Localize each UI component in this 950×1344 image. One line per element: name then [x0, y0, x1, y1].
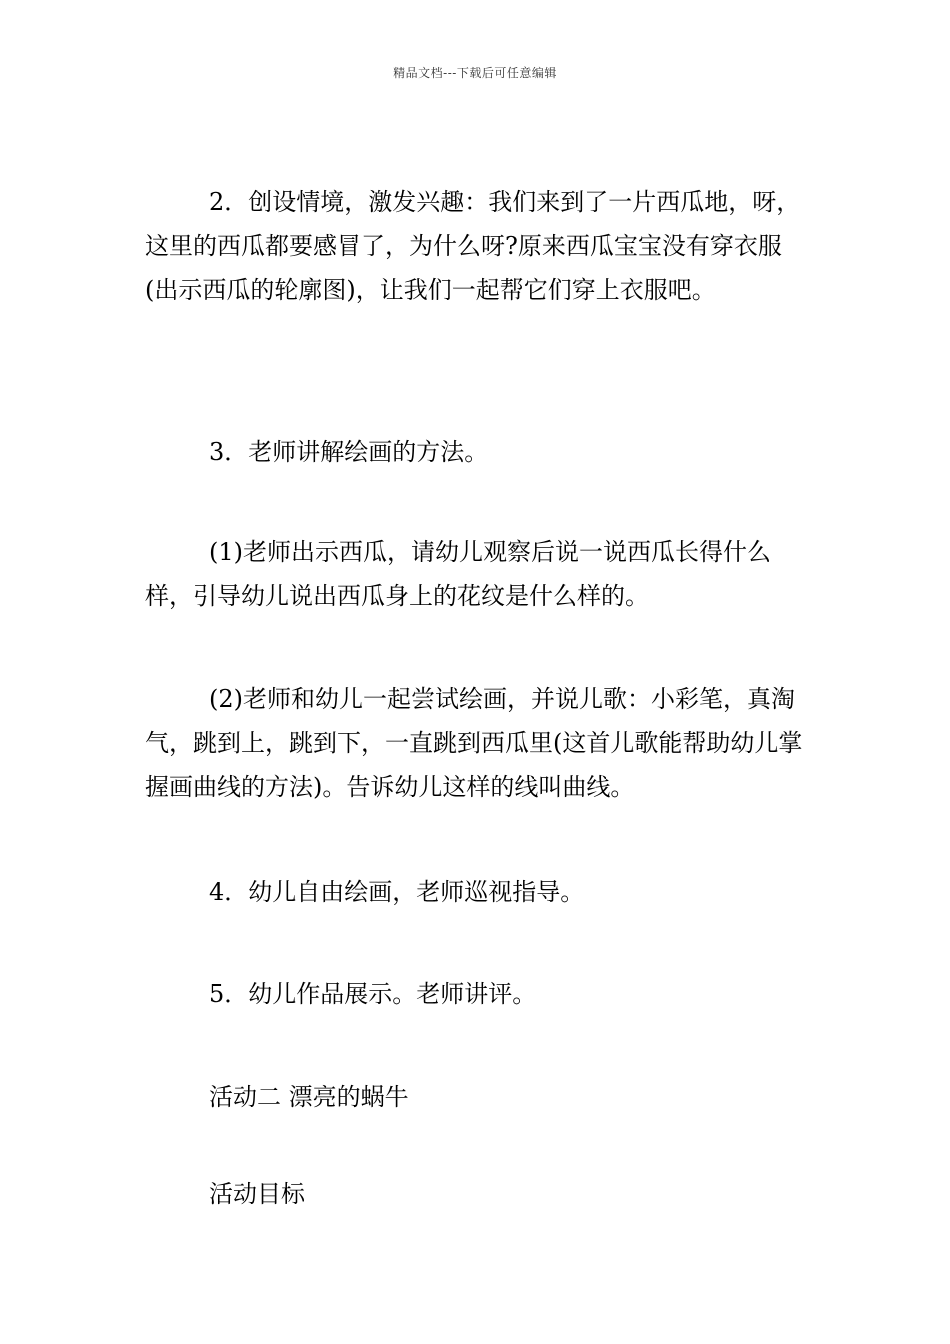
section-heading-objectives: 活动目标: [209, 1180, 305, 1208]
paragraph-step-2: 2．创设情境，激发兴趣：我们来到了一片西瓜地，呀，这里的西瓜都要感冒了，为什么呀?原来西瓜宝宝没有穿衣服(出示西瓜的轮廓图)，让我们一起帮它们穿上衣服吧。: [145, 188, 801, 304]
paragraph-step-4: 4．幼儿自由绘画，老师巡视指导。: [209, 878, 585, 906]
paragraph-substep-1: (1)老师出示西瓜，请幼儿观察后说一说西瓜长得什么样，引导幼儿说出西瓜身上的花纹是什么样的。: [145, 538, 771, 610]
paragraph-step-3: 3．老师讲解绘画的方法。: [209, 438, 489, 466]
section-heading-activity-2: 活动二 漂亮的蜗牛: [209, 1083, 409, 1111]
page-header: 精品文档---下载后可任意编辑: [393, 66, 557, 80]
paragraph-step-5: 5．幼儿作品展示。老师讲评。: [209, 980, 537, 1008]
paragraph-substep-2: (2)老师和幼儿一起尝试绘画，并说儿歌：小彩笔，真淘气，跳到上，跳到下，一直跳到西瓜里(这首儿歌能帮助幼儿掌握画曲线的方法)。告诉幼儿这样的线叫曲线。: [145, 685, 803, 801]
